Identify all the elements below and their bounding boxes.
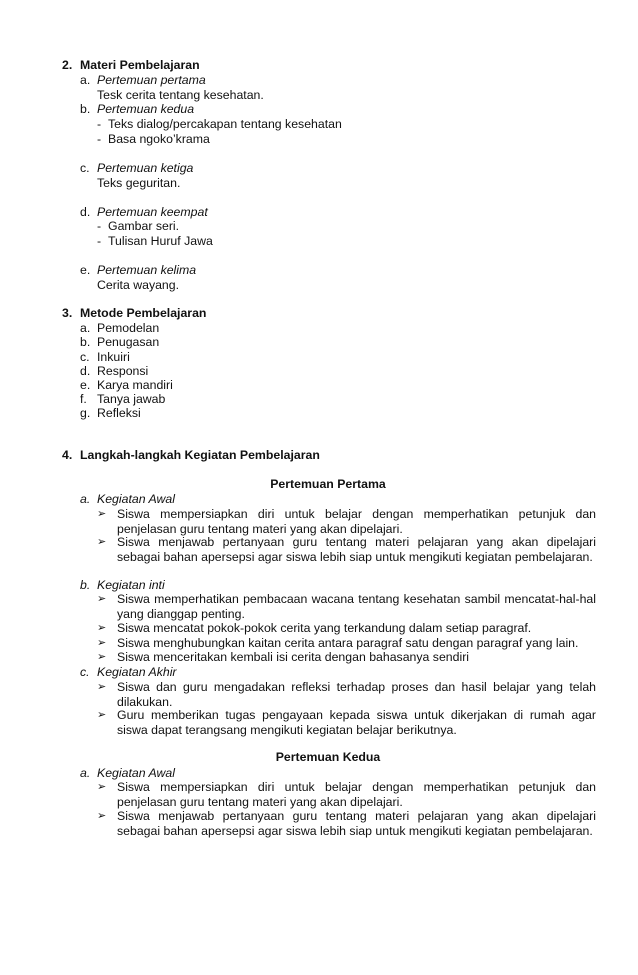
arrow-bullet-icon: ➢ bbox=[97, 637, 107, 649]
meeting-content: Gambar seri. bbox=[108, 219, 180, 233]
method-item: Karya mandiri bbox=[97, 378, 173, 392]
dash-marker: - bbox=[97, 234, 102, 248]
meeting-title: Pertemuan keempat bbox=[97, 205, 208, 219]
section-4-title: Langkah-langkah Kegiatan Pembelajaran bbox=[80, 448, 320, 462]
arrow-bullet-icon: ➢ bbox=[97, 681, 107, 693]
activity-letter: a. bbox=[80, 492, 91, 506]
meeting-title: Pertemuan ketiga bbox=[97, 161, 194, 175]
arrow-bullet-icon: ➢ bbox=[97, 651, 107, 663]
item-letter: e. bbox=[80, 263, 91, 277]
method-item: Responsi bbox=[97, 364, 149, 378]
section-3-title: Metode Pembelajaran bbox=[80, 306, 207, 320]
arrow-bullet-icon: ➢ bbox=[97, 593, 107, 605]
method-item: Inkuiri bbox=[97, 350, 130, 364]
activity-step: Guru memberikan tugas pengayaan kepada siswa untuk dikerjakan di rumah agar siswa dapat terangsang mengikuti kegiatan belajar berikutnya. bbox=[117, 708, 596, 737]
arrow-bullet-icon: ➢ bbox=[97, 709, 107, 721]
method-letter: a. bbox=[80, 321, 91, 335]
meeting-content: Tesk cerita tentang kesehatan. bbox=[97, 88, 264, 102]
activity-label: Kegiatan Awal bbox=[97, 766, 175, 780]
meeting-heading: Pertemuan Kedua bbox=[275, 750, 381, 764]
item-letter: a. bbox=[80, 73, 91, 87]
meeting-content: Cerita wayang. bbox=[97, 278, 180, 292]
dash-marker: - bbox=[97, 219, 102, 233]
arrow-bullet-icon: ➢ bbox=[97, 508, 107, 520]
method-letter: g. bbox=[80, 406, 91, 420]
section-3-number: 3. bbox=[62, 306, 73, 320]
activity-label: Kegiatan inti bbox=[97, 578, 165, 592]
activity-step: Siswa dan guru mengadakan refleksi terhadap proses dan hasil belajar yang telah dilakukan. bbox=[117, 680, 596, 709]
meeting-content: Basa ngoko’krama bbox=[108, 132, 210, 146]
dash-marker: - bbox=[97, 132, 102, 146]
activity-letter: b. bbox=[80, 578, 91, 592]
arrow-bullet-icon: ➢ bbox=[97, 536, 107, 548]
section-2-number: 2. bbox=[62, 58, 73, 72]
meeting-content: Teks geguritan. bbox=[97, 176, 181, 190]
method-letter: c. bbox=[80, 350, 90, 364]
method-item: Pemodelan bbox=[97, 321, 160, 335]
item-letter: b. bbox=[80, 102, 91, 116]
activity-step: Siswa menceritakan kembali isi cerita dengan bahasanya sendiri bbox=[117, 650, 470, 664]
meeting-title: Pertemuan kelima bbox=[97, 263, 197, 277]
meeting-content: Teks dialog/percakapan tentang kesehatan bbox=[108, 117, 342, 131]
item-letter: d. bbox=[80, 205, 91, 219]
activity-step: Siswa mempersiapkan diri untuk belajar dengan memperhatikan petunjuk dan penjelasan guru tentang materi yang akan dipelajari. bbox=[117, 780, 596, 809]
activity-label: Kegiatan Awal bbox=[97, 492, 175, 506]
method-item: Penugasan bbox=[97, 335, 160, 349]
activity-step: Siswa menjawab pertanyaan guru tentang materi pelajaran yang akan dipelajari sebagai bahan apersepsi agar siswa lebih siap untuk mengikuti kegiatan pembelajaran. bbox=[117, 809, 596, 838]
arrow-bullet-icon: ➢ bbox=[97, 622, 107, 634]
activity-label: Kegiatan Akhir bbox=[97, 665, 177, 679]
method-letter: d. bbox=[80, 364, 91, 378]
activity-letter: a. bbox=[80, 766, 91, 780]
method-letter: e. bbox=[80, 378, 91, 392]
method-item: Refleksi bbox=[97, 406, 141, 420]
activity-letter: c. bbox=[80, 665, 90, 679]
meeting-content: Tulisan Huruf Jawa bbox=[108, 234, 213, 248]
meeting-title: Pertemuan pertama bbox=[97, 73, 206, 87]
method-letter: f. bbox=[80, 392, 87, 406]
method-letter: b. bbox=[80, 335, 91, 349]
activity-step: Siswa mempersiapkan diri untuk belajar dengan memperhatikan petunjuk dan penjelasan guru tentang materi yang akan dipelajari. bbox=[117, 507, 596, 536]
item-letter: c. bbox=[80, 161, 90, 175]
section-2-title: Materi Pembelajaran bbox=[80, 58, 200, 72]
meeting-title: Pertemuan kedua bbox=[97, 102, 195, 116]
method-item: Tanya jawab bbox=[97, 392, 166, 406]
arrow-bullet-icon: ➢ bbox=[97, 810, 107, 822]
dash-marker: - bbox=[97, 117, 102, 131]
arrow-bullet-icon: ➢ bbox=[97, 781, 107, 793]
activity-step: Siswa menghubungkan kaitan cerita antara paragraf satu dengan paragraf yang lain. bbox=[117, 636, 579, 650]
activity-step: Siswa mencatat pokok-pokok cerita yang terkandung dalam setiap paragraf. bbox=[117, 621, 532, 635]
activity-step: Siswa memperhatikan pembacaan wacana tentang kesehatan sambil mencatat-hal-hal yang dianggap penting. bbox=[117, 592, 596, 621]
activity-step: Siswa menjawab pertanyaan guru tentang materi pelajaran yang akan dipelajari sebagai bahan apersepsi agar siswa lebih siap untuk mengikuti kegiatan pembelajaran. bbox=[117, 535, 596, 564]
meeting-heading: Pertemuan Pertama bbox=[270, 477, 386, 491]
section-4-number: 4. bbox=[62, 448, 73, 462]
